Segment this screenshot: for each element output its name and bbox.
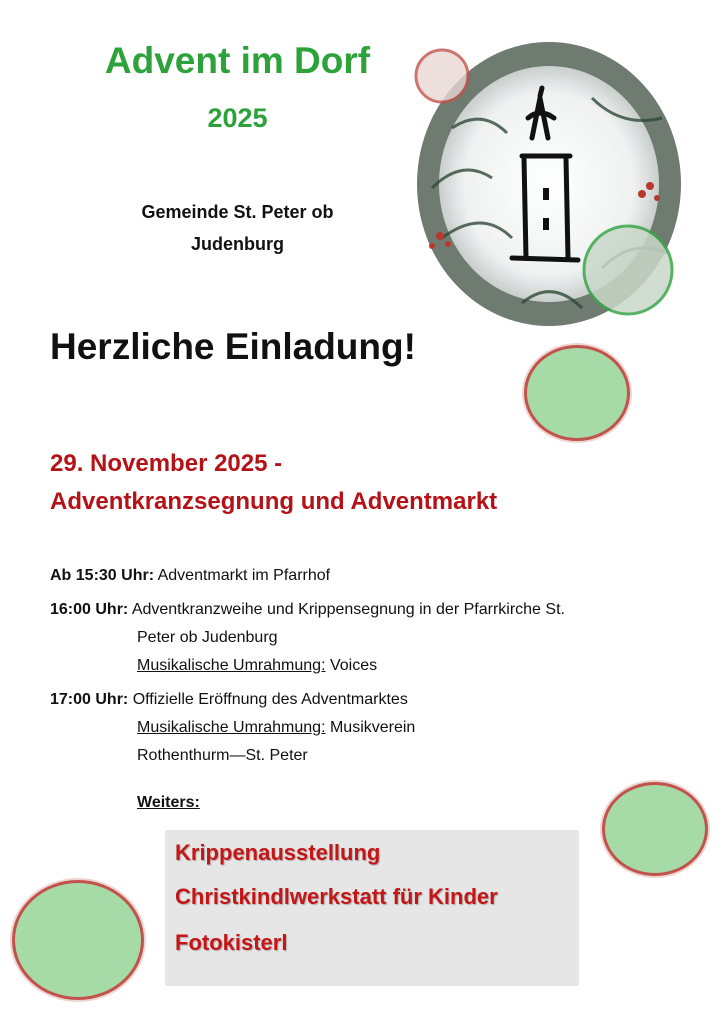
title: Advent im Dorf [104, 40, 371, 81]
community-name [100, 196, 375, 260]
schedule-row [50, 596, 640, 680]
event-title [50, 445, 497, 521]
decorative-green-circle [524, 345, 630, 441]
extras-item: Fotokisterl [175, 930, 288, 955]
schedule-time: 16:00 Uhr: [50, 601, 129, 618]
schedule [50, 562, 640, 776]
schedule-time: 17:00 Uhr: [50, 691, 129, 708]
decorative-green-circle [12, 880, 144, 1000]
extras-item: Christkindlwerkstatt für Kinder [175, 884, 498, 909]
music-label: Musikalische Umrahmung: [137, 719, 326, 736]
extras-item: Krippenausstellung [175, 840, 381, 865]
schedule-text: Adventmarkt im Pfarrhof [157, 567, 331, 584]
music-text: Voices [329, 657, 378, 674]
schedule-text: Offizielle Eröffnung des Adventmarktes [132, 691, 408, 708]
music-line [50, 714, 640, 742]
decorative-green-circle [602, 782, 708, 876]
schedule-time: Ab 15:30 Uhr: [50, 567, 155, 584]
extras-heading: Weiters: [137, 794, 200, 811]
headline: Herzliche Einladung! [50, 326, 416, 367]
community-line-1: Gemeinde St. Peter ob [141, 202, 334, 222]
event-date: 29. November 2025 - [50, 450, 283, 477]
music-text-continued: Rothenthurm—St. Peter [137, 747, 308, 764]
music-text: Musikverein [329, 719, 416, 736]
schedule-text-continued: Peter ob Judenburg [137, 629, 278, 646]
extras-box [165, 830, 579, 986]
music-line [50, 652, 640, 680]
schedule-row [50, 562, 640, 590]
church-wreath-image [412, 38, 682, 330]
community-line-2: Judenburg [191, 234, 284, 254]
event-name: Adventkranzsegnung und Adventmarkt [50, 488, 498, 515]
schedule-text: Adventkranzweihe und Krippensegnung in der Pfarrkirche St. [131, 601, 565, 618]
church-wreath-illustration [412, 38, 682, 330]
music-label: Musikalische Umrahmung: [137, 657, 326, 674]
year: 2025 [207, 103, 268, 133]
schedule-row [50, 686, 640, 770]
